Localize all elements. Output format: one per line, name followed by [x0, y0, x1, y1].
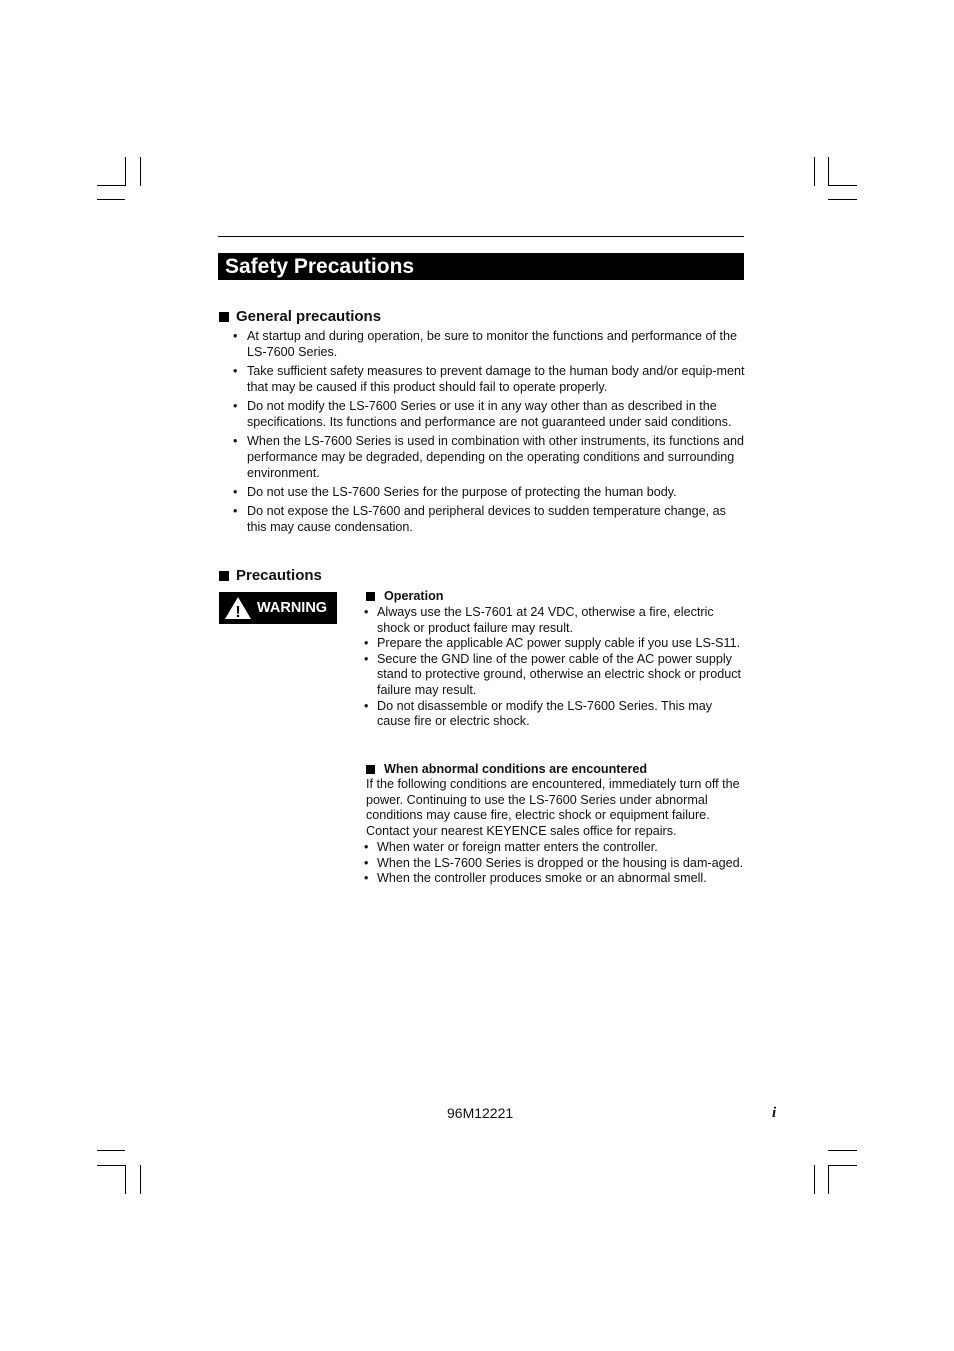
svg-text:!: ! — [235, 604, 241, 620]
abnormal-conditions-intro: If the following conditions are encountered, immediately turn off the power. Continuing to use the LS-7600 Series under abnormal conditions may cause fire, electric shock or equipment failure. Contact your nearest KEYENCE sales office for repairs. — [366, 777, 740, 838]
page-title: Safety Precautions — [225, 255, 415, 278]
abnormal-conditions-list — [364, 840, 744, 887]
list-item — [364, 636, 744, 652]
list-item-text: When the LS-7600 Series is dropped or the housing is dam-aged. — [377, 855, 744, 870]
list-item — [233, 434, 745, 481]
list-item-text: Prepare the applicable AC power supply cable if you use LS-S11. — [377, 636, 741, 651]
top-rule — [218, 236, 744, 237]
warning-badge — [219, 592, 337, 624]
bullet-icon: • — [233, 329, 238, 343]
operation-heading — [366, 588, 443, 604]
list-item — [364, 871, 744, 887]
operation-title: Operation — [384, 589, 444, 603]
operation-list — [364, 605, 744, 730]
list-item — [364, 605, 744, 636]
abnormal-conditions-title: When abnormal conditions are encountered — [384, 762, 648, 776]
bullet-icon: • — [364, 871, 369, 886]
list-item — [364, 856, 744, 872]
general-precautions-list — [233, 329, 745, 540]
bullet-icon: • — [233, 504, 238, 519]
bullet-icon: • — [233, 364, 238, 379]
square-bullet-icon — [366, 765, 375, 774]
abnormal-conditions-heading — [366, 761, 647, 777]
bullet-icon: • — [364, 651, 369, 666]
list-item-text: At startup and during operation, be sure to monitor the functions and performance of the LS-7600 Series. — [247, 329, 738, 359]
list-item-text: Do not use the LS-7600 Series for the purpose of protecting the human body. — [247, 485, 677, 500]
warning-label: WARNING — [257, 600, 328, 616]
bullet-icon: • — [364, 698, 369, 713]
list-item — [233, 329, 745, 361]
list-item-text: Do not modify the LS-7600 Series or use it in any way other than as described in the specifications. Its functions and performance are not guaranteed under said conditions. — [247, 399, 732, 429]
bullet-icon: • — [233, 485, 238, 500]
list-item-text: Always use the LS-7601 at 24 VDC, otherwise a fire, electric shock or product failure may result. — [377, 605, 714, 635]
square-bullet-icon — [366, 592, 375, 601]
general-precautions-title: General precautions — [236, 308, 382, 325]
list-item-text: Do not expose the LS-7600 and peripheral devices to sudden temperature change, as this may cause condensation. — [247, 504, 726, 535]
page-title-bar — [218, 253, 744, 280]
list-item-text: Take sufficient safety measures to prevent damage to the human body and/or equip-ment that may be caused if this product should fail to operate properly. — [247, 364, 745, 394]
list-item — [233, 364, 745, 396]
list-item — [233, 485, 745, 501]
bullet-icon: • — [364, 840, 369, 854]
bullet-icon: • — [364, 605, 369, 619]
precautions-heading — [219, 567, 322, 585]
square-bullet-icon — [219, 312, 229, 322]
list-item-text: Secure the GND line of the power cable of the AC power supply stand to protective ground, otherwise an electric shock or product failure may result. — [377, 651, 742, 697]
square-bullet-icon — [219, 571, 229, 581]
list-item — [364, 652, 744, 699]
general-precautions-heading — [219, 308, 381, 326]
document-code: 96M12221 — [447, 1105, 514, 1121]
precautions-title: Precautions — [236, 567, 322, 584]
list-item — [364, 840, 744, 856]
list-item-text: When the controller produces smoke or an abnormal smell. — [377, 871, 707, 886]
list-item — [364, 699, 744, 730]
list-item — [233, 399, 745, 431]
list-item — [233, 504, 745, 536]
bullet-icon: • — [364, 636, 369, 651]
warning-triangle-icon — [224, 596, 252, 620]
bullet-icon: • — [364, 855, 369, 870]
page-number: i — [772, 1105, 777, 1121]
list-item-text: When the LS-7600 Series is used in combination with other instruments, its functions and performance may be degraded, depending on the operating conditions and surrounding environment. — [247, 434, 745, 480]
list-item-text: Do not disassemble or modify the LS-7600 Series. This may cause fire or electric shock. — [377, 698, 713, 729]
bullet-icon: • — [233, 399, 238, 414]
bullet-icon: • — [233, 434, 238, 449]
list-item-text: When water or foreign matter enters the controller. — [377, 840, 658, 854]
